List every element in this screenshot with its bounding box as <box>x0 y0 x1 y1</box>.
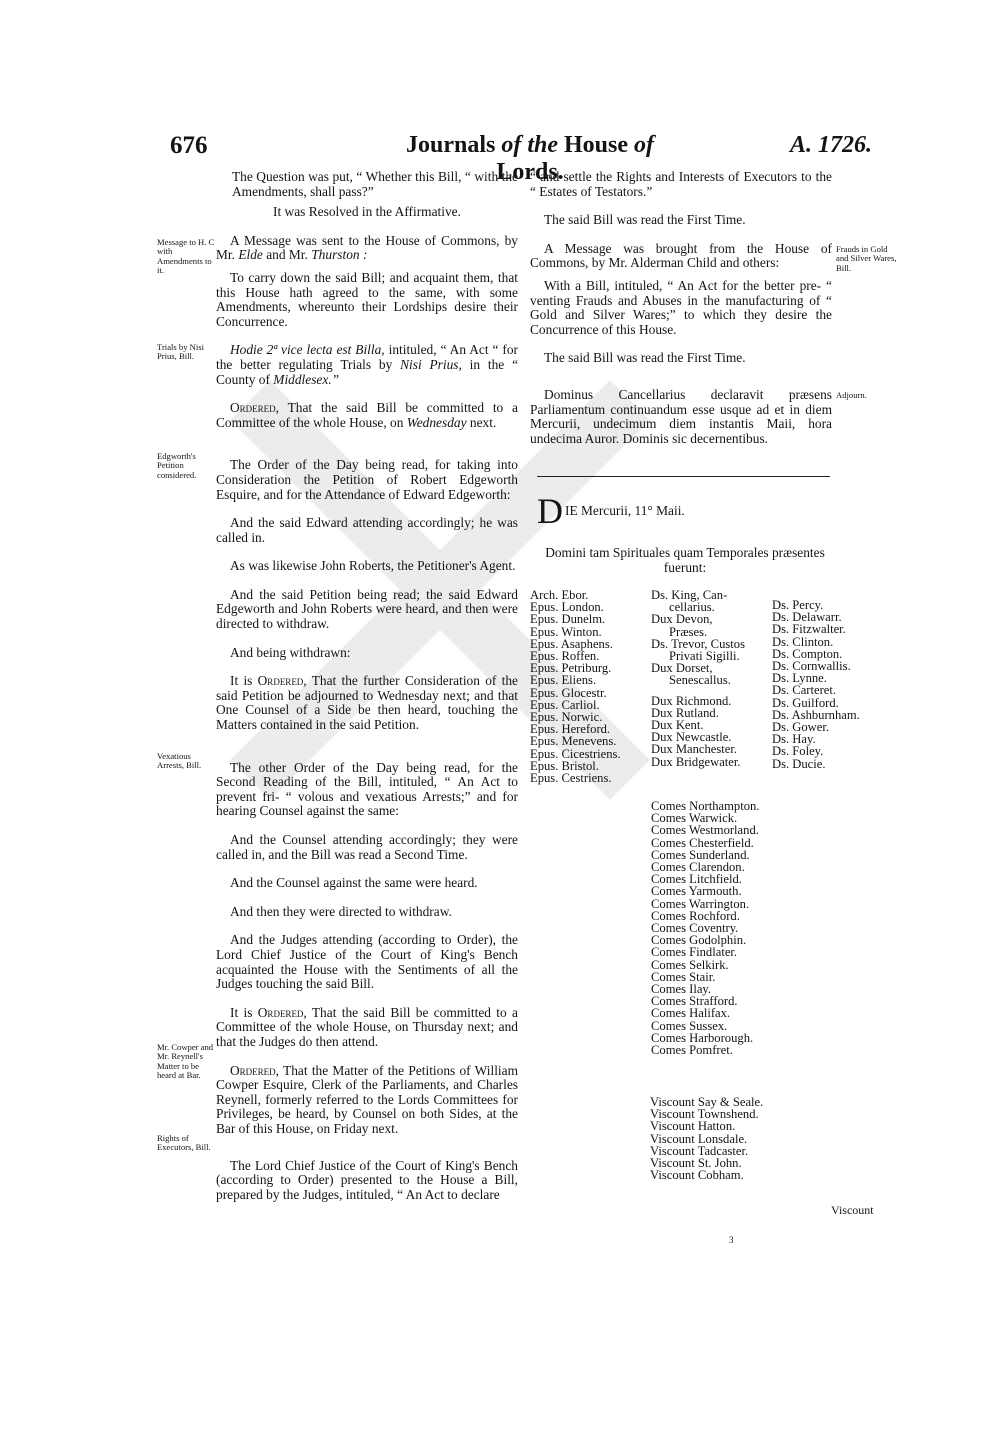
lord-entry: Comes Rochford. <box>651 908 740 923</box>
lord-entry: Epus. Roffen. <box>530 649 600 664</box>
lord-entry: Ds. Hay. <box>772 732 816 747</box>
lord-entry: Viscount Say & Seale. <box>650 1095 764 1109</box>
lord-entry: Ds. Trevor, Custos <box>651 636 745 651</box>
lord-entry: Viscount Townshend. <box>650 1107 759 1122</box>
lord-entry: Præses. <box>669 624 708 639</box>
section-divider <box>537 476 830 477</box>
lord-entry: Dux Devon, <box>651 612 713 627</box>
list-bishops <box>530 589 621 784</box>
title-of: of <box>634 132 655 158</box>
carry-down-para: To carry down the said Bill; and acquaint them, that this House hath agreed to the same, with some Amendments, whereunto their Lordships desire their Concurrence. <box>216 269 518 329</box>
margin-note-vexatious: Vexatious Arrests, Bill. <box>157 751 202 771</box>
title-of-the: of the <box>501 132 564 158</box>
title-lords: Lords. <box>496 159 564 185</box>
catchword: Viscount <box>831 1203 874 1217</box>
lord-entry: Comes Strafford. <box>651 994 738 1009</box>
petition-read-para: And the said Petition being read; the said Edward Edgeworth and John Roberts were heard, and then were directed to withdraw. <box>216 586 518 632</box>
lord-entry: Ds. Fitzwalter. <box>772 622 846 637</box>
counsel-attending-para: And the Counsel attending accordingly; they were called in, and the Bill was read a Second Time. <box>216 832 518 862</box>
lord-entry: Epus. Glocestr. <box>530 685 607 700</box>
lord-entry: Ds. Delawarr. <box>772 610 842 625</box>
lord-entry: Comes Halifax. <box>651 1006 731 1021</box>
message-para: A Message was sent to the House of Commons, by Mr. Elde and Mr. Thurston : <box>216 232 518 263</box>
lord-entry: Viscount St. John. <box>650 1156 742 1171</box>
lord-entry: Epus. Carliol. <box>530 697 600 712</box>
cowper-para: Ordered, That the Matter of the Petitions of William Cowper Esquire, Clerk of the Parliaments, and Charles Reynell, formerly referred to the Lords Committees for Privileges, be heard, by Counsel on both Sides, at the Bar of this House, on Friday next. <box>216 1062 518 1136</box>
margin-note-adjourn: Adjourn. <box>836 390 867 400</box>
lord-entry: Comes Westmorland. <box>651 823 759 838</box>
lord-entry: Viscount Lonsdale. <box>650 1131 748 1146</box>
lord-entry: Epus. Winton. <box>530 624 602 639</box>
lord-entry: Comes Ilay. <box>651 982 712 997</box>
lord-entry: Comes Selkirk. <box>651 957 729 972</box>
lord-entry: Comes Yarmouth. <box>651 884 742 899</box>
lord-entry: Comes Clarendon. <box>651 860 745 875</box>
committed-para: It is Ordered, That the said Bill be committed to a Committee of the whole House, on Thursday next; and that the Judges do then attend. <box>216 1004 518 1049</box>
list-barons <box>772 599 860 770</box>
settle-para: “ and settle the Rights and Interests of Executors to the “ Estates of Testators.” <box>530 169 832 199</box>
lord-entry: Epus. Bristol. <box>530 758 599 773</box>
lord-entry: Epus. Eliens. <box>530 673 597 688</box>
title-journals: Journals <box>405 132 502 158</box>
lord-entry: Epus. Menevens. <box>530 734 617 749</box>
lord-entry: Senescallus. <box>669 673 731 688</box>
attending-para: And the said Edward attending accordingly; he was called in. <box>216 515 518 545</box>
title-house: House <box>564 132 635 158</box>
lord-entry: Epus. Hereford. <box>530 722 611 737</box>
likewise-para: As was likewise John Roberts, the Petitioner's Agent. <box>230 558 516 574</box>
lord-entry: Dux Dorset, <box>651 661 713 676</box>
lord-entry: Dux Richmond. <box>651 693 732 708</box>
order-day-para: The Order of the Day being read, for taking into Consideration the Petition of Robert Edgeworth Esquire, and for the Attendance of Edward Edgeworth: <box>216 457 518 502</box>
lord-entry: Dux Bridgewater. <box>651 754 741 769</box>
lord-entry: Dux Kent. <box>651 718 704 733</box>
lord-entry: Epus. Cicestriens. <box>530 746 621 761</box>
lord-entry: Ds. Percy. <box>772 598 824 612</box>
with-bill-para: With a Bill, intituled, “ An Act for the better pre- “ venting Frauds and Abuses in the manufacturing of “ Gold and Silver Wares;” to which they desire the Concurrence of this House. <box>530 277 832 337</box>
dominus-para: Dominus Cancellarius declaravit præsens Parliamentum continuandum esse usque ad et in diem Mercurii, undecimum diem instantis Maii, hora undecima Auror. Dominis sic decernentibus. <box>530 386 832 446</box>
margin-note-message: Message to H. C with Amendments to it. <box>157 237 215 276</box>
lord-entry: Viscount Cobham. <box>650 1168 744 1183</box>
page-number: 676 <box>170 132 208 159</box>
lord-entry: Comes Warrington. <box>651 896 750 911</box>
lord-entry: Dux Manchester. <box>651 742 738 757</box>
chief-justice-para: The Lord Chief Justice of the Court of King's Bench (according to Order) presented to the House a Bill, prepared by the Judges, intituled, “ An Act to declare <box>216 1157 518 1202</box>
ordered-committee-para: Ordered, That the said Bill be committed to a Committee of the whole House, on Wednesday next. <box>216 400 518 430</box>
lord-entry: Comes Sunderland. <box>651 847 750 862</box>
lord-entry: Privati Sigilli. <box>669 649 740 664</box>
lord-entry: Ds. Cornwallis. <box>772 659 851 674</box>
lord-entry: Comes Coventry. <box>651 921 739 936</box>
withdrawn-para: And being withdrawn: <box>230 644 351 660</box>
lord-entry: Comes Harborough. <box>651 1030 754 1045</box>
lord-entry: Dux Rutland. <box>651 705 719 720</box>
lord-entry: Comes Sussex. <box>651 1018 728 1033</box>
then-withdraw-para: And then they were directed to withdraw. <box>230 903 452 919</box>
lord-entry: Epus. Dunelm. <box>530 612 606 627</box>
resolved-para: It was Resolved in the Affirmative. <box>273 204 461 220</box>
lord-entry: Epus. Norwic. <box>530 710 603 725</box>
lord-entry: Comes Godolphin. <box>651 933 747 948</box>
lord-entry: Arch. Ebor. <box>530 588 589 602</box>
lord-entry: Comes Pomfret. <box>651 1043 733 1058</box>
first-time-para-2: The said Bill was read the First Time. <box>544 350 746 366</box>
margin-note-executors: Rights of Executors, Bill. <box>157 1133 211 1153</box>
list-dukes <box>651 589 745 768</box>
lord-entry: Comes Chesterfield. <box>651 835 754 850</box>
lord-entry: Ds. Lynne. <box>772 671 827 686</box>
lord-entry: Comes Northampton. <box>651 799 760 813</box>
question-para: The Question was put, “ Whether this Bill, “ with the Amendments, shall pass?” <box>232 169 518 199</box>
right-column <box>530 170 832 458</box>
page-year: A. 1726. <box>790 132 873 158</box>
die-initial: D <box>537 491 563 531</box>
lord-entry: Epus. Petriburg. <box>530 661 612 676</box>
lord-entry: Epus. Cestriens. <box>530 771 612 786</box>
lord-entry: Ds. King, Can- <box>651 588 728 602</box>
other-order-para: The other Order of the Day being read, for the Second Reading of the Bill, intituled, “ An Act to prevent fri- “ volous and vexatious Arrests;” and for hearing Counsel against the same: <box>216 759 518 819</box>
die-text: IE Mercurii, 11° Maii. <box>565 503 685 518</box>
lord-entry: Dux Newcastle. <box>651 730 732 745</box>
lord-entry: Epus. London. <box>530 600 604 615</box>
lord-entry: Ds. Carteret. <box>772 683 836 698</box>
margin-note-trials: Trials by Nisi Prius, Bill. <box>157 342 204 362</box>
further-consideration-para: It is Ordered, That the further Consideration of the said Petition be adjourned to Wednesday next; and that One Counsel of a Side be then heard, touching the Matters contained in the said Petition. <box>216 673 518 733</box>
counsel-heard-para: And the Counsel against the same were heard. <box>230 875 478 891</box>
lord-entry: Ds. Guilford. <box>772 695 839 710</box>
judges-para: And the Judges attending (according to Order), the Lord Chief Justice of the Court of King's Bench acquainted the House with the Sentiments of all the Judges touching the said Bill. <box>216 932 518 992</box>
lord-entry: Ds. Gower. <box>772 720 830 735</box>
lord-entry: Ds. Ducie. <box>772 756 826 771</box>
margin-note-cowper: Mr. Cowper and Mr. Reynell's Matter to be heard at Bar. <box>157 1042 214 1081</box>
domini-present: Domini tam Spirituales quam Temporales præsentes fuerunt: <box>545 545 825 575</box>
lord-entry: Viscount Hatton. <box>650 1119 736 1134</box>
lord-entry: Ds. Compton. <box>772 646 843 661</box>
left-column <box>216 170 518 1214</box>
lord-entry: Comes Findlater. <box>651 945 738 960</box>
margin-note-frauds: Frauds in Gold and Silver Wares, Bill. <box>836 244 897 273</box>
lord-entry: Viscount Tadcaster. <box>650 1143 749 1158</box>
die-heading <box>537 491 685 531</box>
lord-entry: Ds. Clinton. <box>772 634 834 649</box>
list-earls <box>651 800 759 1056</box>
signature-mark: 3 <box>729 1235 734 1245</box>
list-viscounts <box>650 1096 763 1181</box>
lord-entry: Comes Litchfield. <box>651 872 742 887</box>
lord-entry: cellarius. <box>669 600 715 615</box>
lord-entry: Ds. Foley. <box>772 744 824 759</box>
lord-entry: Epus. Asaphens. <box>530 636 613 651</box>
hodie-para: Hodie 2ª vice lecta est Billa, intituled, “ An Act “ for the better regulating Trials by Nisi Prius, in the “ County of Middlesex.” <box>216 342 519 387</box>
margin-note-edgworth: Edgworth's Petition considered. <box>157 451 197 480</box>
lord-entry: Comes Warwick. <box>651 811 738 826</box>
message2-para: A Message was brought from the House of Commons, by Mr. Alderman Child and others: <box>530 240 832 271</box>
lord-entry: Comes Stair. <box>651 969 716 984</box>
lord-entry: Ds. Ashburnham. <box>772 707 860 722</box>
first-time-para-1: The said Bill was read the First Time. <box>544 212 746 228</box>
